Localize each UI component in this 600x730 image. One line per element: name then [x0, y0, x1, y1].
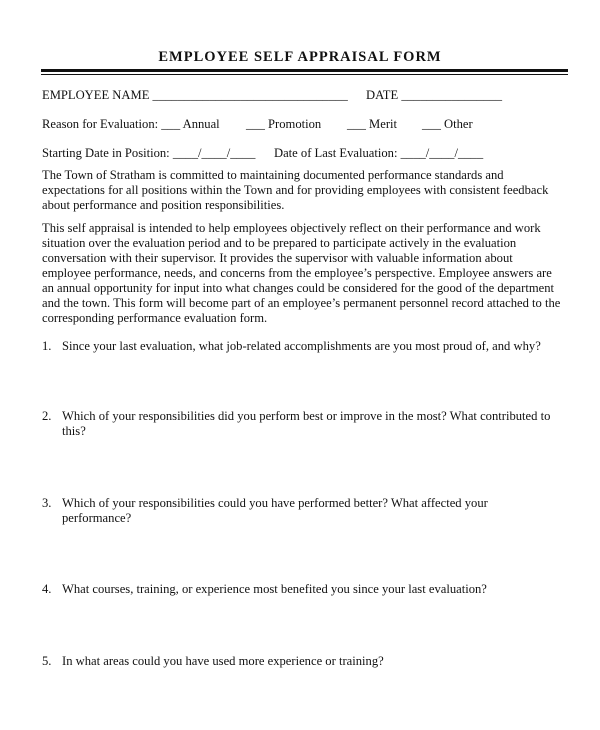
- question-number: 2.: [42, 409, 52, 423]
- form-title: EMPLOYEE SELF APPRAISAL FORM: [158, 49, 442, 65]
- reason-promotion[interactable]: ___ Promotion: [246, 117, 322, 131]
- question-text: What courses, training, or experience most benefited you since your last evaluation?: [62, 582, 487, 596]
- question-text: In what areas could you have used more experience or training?: [62, 654, 384, 668]
- starting-date-field[interactable]: Starting Date in Position: ____/____/____: [42, 146, 256, 160]
- reason-other[interactable]: ___ Other: [422, 117, 473, 131]
- purpose-paragraph: This self appraisal is intended to help employees objectively reflect on their performance and work situation over the evaluation period and to be prepared to participate actively in the evaluation conversation with their supervisor. It provides the supervisor with valuable information about employee performance, needs, and concerns from the employee’s perspective. Employee answers are an annual opportunity for input into what changes could be considered for the good of the department and the town. This form will become part of an employee’s permanent personnel record attached to the corresponding performance evaluation form.: [42, 221, 561, 325]
- last-evaluation-date-field[interactable]: Date of Last Evaluation: ____/____/____: [274, 146, 484, 160]
- reason-annual[interactable]: Reason for Evaluation: ___ Annual: [42, 117, 220, 131]
- question-number: 5.: [42, 654, 52, 668]
- employee-name-field[interactable]: EMPLOYEE NAME _______________________________: [42, 88, 348, 102]
- question-number: 3.: [42, 496, 52, 510]
- question-text: Which of your responsibilities could you have performed better? What affected your performance?: [62, 496, 488, 525]
- question-text: Since your last evaluation, what job-related accomplishments are you most proud of, and why?: [62, 339, 541, 353]
- intro-paragraph: The Town of Stratham is committed to maintaining documented performance standards and expectations for all positions within the Town and for providing employees with consistent feedback about performance and position responsibilities.: [42, 168, 549, 212]
- title-rule-thin: [41, 74, 568, 75]
- question-number: 4.: [42, 582, 52, 596]
- reason-merit[interactable]: ___ Merit: [347, 117, 398, 131]
- date-field[interactable]: DATE ________________: [366, 88, 503, 102]
- question-text: Which of your responsibilities did you perform best or improve in the most? What contributed to this?: [62, 409, 551, 438]
- title-rule-thick: [41, 69, 568, 72]
- question-number: 1.: [42, 339, 52, 353]
